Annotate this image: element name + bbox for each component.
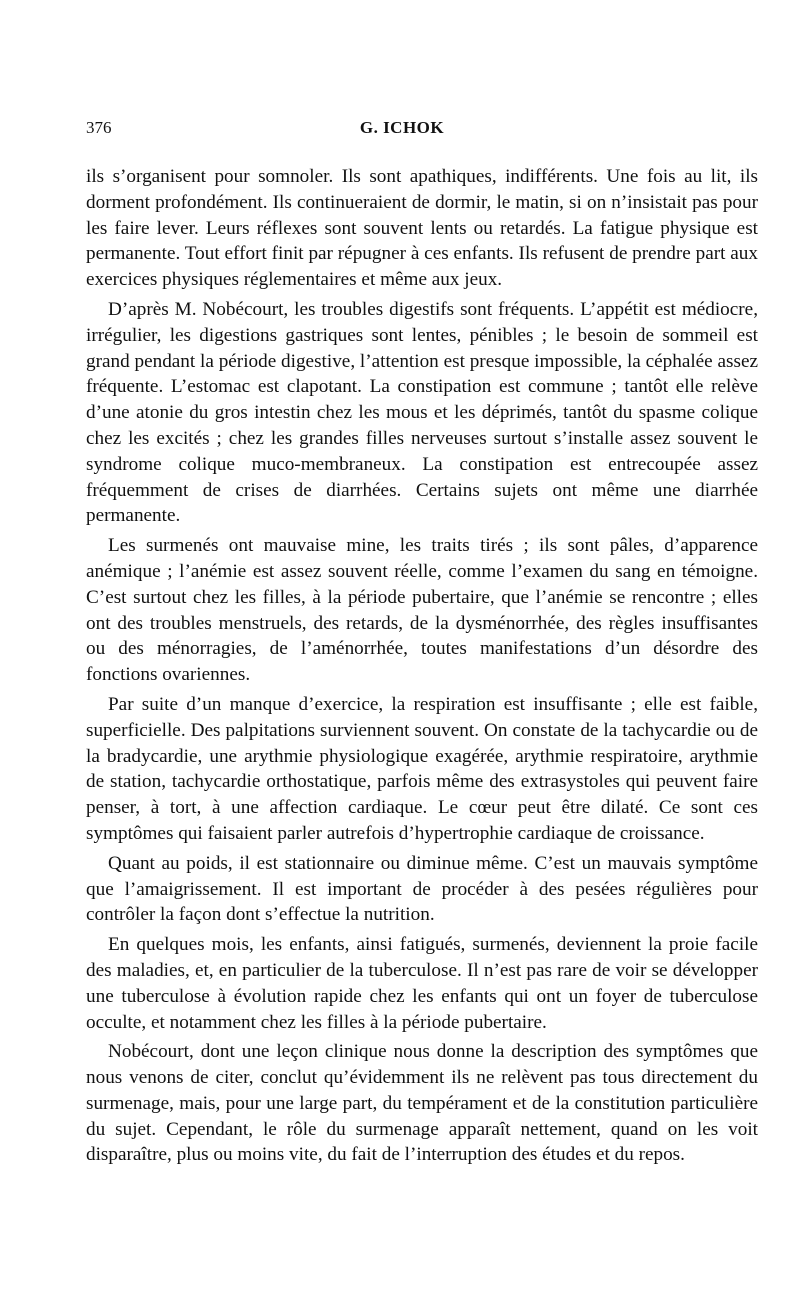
paragraph-3: Les surmenés ont mauvaise mine, les traits tirés ; ils sont pâles, d’apparence anémique ; l’anémie est assez souvent réelle, comme l’examen du sang en témoigne. C’est surtout chez les filles, à la période pubertaire, que l’anémie se rencontre ; elles ont des troubles menstruels, des retards, de la dysménorrhée, des règles insuffisantes ou des ménorragies, de l’aménorrhée, toutes manifestations d’un désordre des fonctions ovariennes.: [86, 535, 758, 686]
paragraph-2: D’après M. Nobécourt, les troubles digestifs sont fréquents. L’appétit est médiocre, irrégulier, les digestions gastriques sont lentes, pénibles ; le besoin de sommeil est grand pendant la période digestive, l’attention est presque impossible, la céphalée assez fréquente. L’estomac est clapotant. La constipation est commune ; tantôt elle relève d’une atonie du gros intestin chez les mous et les déprimés, tantôt du spasme colique chez les excités ; chez les grandes filles nerveuses surtout s’installe assez souvent le syndrome colique muco-membraneux. La constipation est entrecoupée assez fréquemment de crises de diarrhées. Certains sujets ont même une diarrhée permanente.: [86, 298, 758, 527]
body-text: [86, 164, 758, 1172]
running-head: G. ICHOK: [359, 118, 445, 137]
paragraph-1: ils s’organisent pour somnoler. Ils sont apathiques, indifférents. Une fois au lit, ils dorment profondément. Ils continueraient de dormir, le matin, si on n’insistait pas pour les faire lever. Leurs réflexes sont souvent lents ou retardés. La fatigue physique est permanente. Tout effort finit par répugner à ces enfants. Ils refusent de prendre part aux exercices physiques réglementaires et même aux jeux.: [86, 166, 758, 291]
paragraph-4: Par suite d’un manque d’exercice, la respiration est insuffisante ; elle est faible, superficielle. Des palpitations surviennent souvent. On constate de la tachycardie ou de la bradycardie, une arythmie physiologique exagérée, arythmie respiratoire, arythmie de station, tachycardie orthostatique, parfois même des extrasystoles qui peuvent faire penser, à tort, à une affection cardiaque. Le cœur peut être dilaté. Ce sont ces symptômes qui faisaient parler autrefois d’hypertrophie cardiaque de croissance.: [86, 693, 758, 844]
paragraph-6: En quelques mois, les enfants, ainsi fatigués, surmenés, deviennent la proie facile des maladies, et, en particulier de la tuberculose. Il n’est pas rare de voir se développer une tuberculose à évolution rapide chez les enfants qui ont un foyer de tuberculose occulte, et notamment chez les filles à la période pubertaire.: [86, 934, 758, 1033]
page-header: [86, 118, 758, 146]
paragraph-5: Quant au poids, il est stationnaire ou diminue même. C’est un mauvais symptôme que l’amaigrissement. Il est important de procéder à des pesées régulières pour contrôler la façon dont s’effectue la nutrition.: [86, 852, 758, 926]
page-number: 376: [86, 118, 112, 137]
paragraph-7: Nobécourt, dont une leçon clinique nous donne la description des symptômes que nous venons de citer, conclut qu’évidemment ils ne relèvent pas tous directement du surmenage, mais, pour une large part, du tempérament et de la constitution particulière du sujet. Cependant, le rôle du surmenage apparaît nettement, quand on les voit disparaître, plus ou moins vite, du fait de l’interruption des études et du repos.: [86, 1041, 758, 1166]
